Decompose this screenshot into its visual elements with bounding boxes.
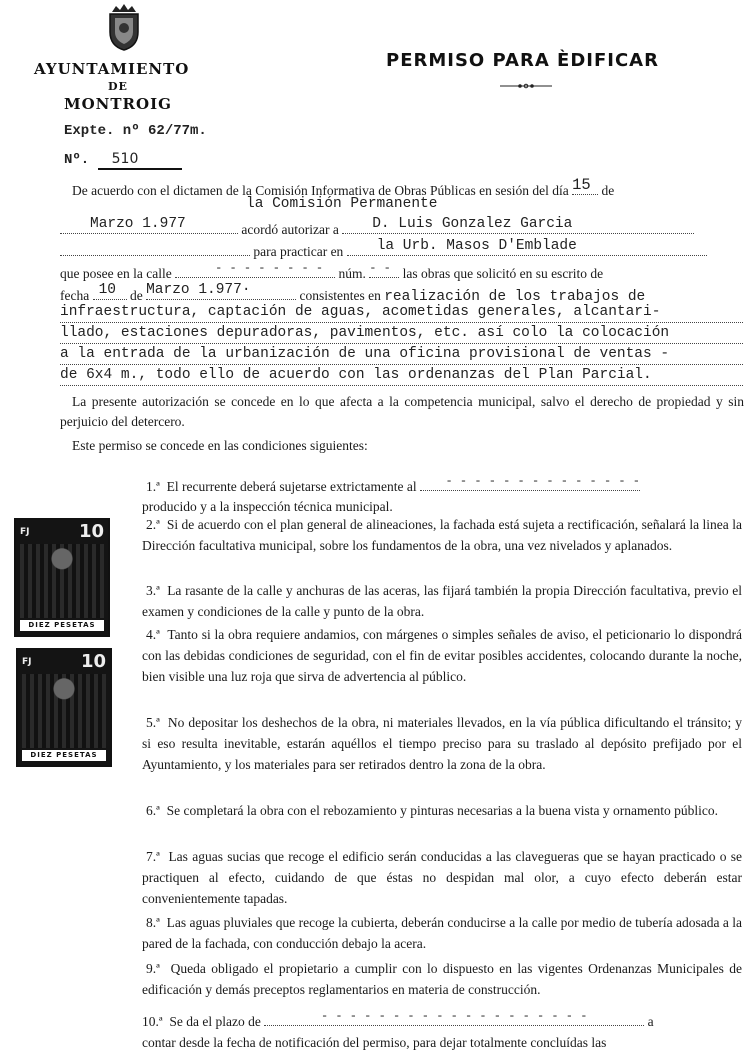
permit-number-value: 510 [98, 150, 182, 170]
location-field [347, 236, 707, 256]
permit-number-label: Nº. [64, 152, 90, 168]
stamp-coat-of-arms-icon [20, 544, 104, 618]
form-text: que posee en la calle [60, 266, 172, 281]
revenue-stamp [14, 518, 110, 637]
form-text: de [601, 183, 615, 198]
form-text: de [129, 288, 143, 303]
permit-number [64, 150, 182, 170]
form-text: núm. [338, 266, 366, 281]
blank-dashes: - - - - - - - - - - - - - - [445, 474, 640, 488]
condition-number: 4.ª [146, 627, 160, 642]
stamp-value: 10 [80, 651, 106, 672]
condition-text: producido y a la inspección técnica municipal. [142, 499, 393, 514]
org-name: AYUNTAMIENTO [34, 60, 190, 78]
stamp-coat-of-arms-icon [22, 674, 106, 748]
blank-dashes: - - - - - - - - - - - - - - - - - - - [320, 1009, 588, 1023]
applicant-name: D. Luis Gonzalez Garcia [372, 216, 573, 232]
condition-8 [142, 912, 742, 954]
session-month-year-field [60, 214, 238, 234]
works-description-line: llado, estaciones depuradoras, pavimentos, etc. así colo la colocación [60, 323, 743, 344]
conditions-intro: Este permiso se concede en las condiciones siguientes: [72, 438, 368, 453]
comision-permanente: la Comisión Permanente [246, 196, 438, 212]
form-text: para practicar en [253, 244, 344, 259]
condition-6 [142, 800, 742, 821]
form-text: las obras que solicitó en su escrito de [402, 266, 604, 281]
condition-text: contar desde la fecha de notificación del permiso, para dejar totalmente concluídas las [142, 1035, 607, 1050]
stamp-label: DIEZ PESETAS [22, 750, 106, 761]
stamp-corner: FJ [22, 657, 32, 667]
condition-number: 8.ª [146, 915, 160, 930]
title-ornament-icon [500, 82, 552, 90]
request-day: 10 [98, 282, 117, 298]
condition-10 [142, 1004, 742, 1053]
condition-text: Tanto si la obra requiere andamios, con márgenes o simples señales de aviso, el peticionario lo dispondrá con las debidas condiciones de seguridad, con el fin de evitar posibles accidentes, colocando durante la noche, bien visible una luz roja que sirva de advertencia al público. [142, 627, 742, 684]
condition-number: 9.ª [146, 961, 160, 976]
authorization-paragraph: La presente autorización se concede en lo que afecta a la competencia municipal, salvo el derecho de propiedad y sin perjuicio del detercero. [60, 394, 744, 429]
stamp-label: DIEZ PESETAS [20, 620, 104, 631]
request-day-field [93, 280, 127, 300]
form-text: De acuerdo con el dictamen de la Comisión Informativa de Obras Públicas en sesión del día [72, 183, 569, 198]
condition-number: 3.ª [146, 583, 160, 598]
location-value: la Urb. Masos D'Emblade [376, 238, 577, 254]
coat-of-arms-icon [104, 2, 144, 52]
street-value: - - - - - - - - [215, 261, 324, 275]
condition-text: El recurrente deberá sujetarse extrictamente al [166, 479, 417, 494]
condition-text: No depositar los deshechos de la obra, ni materiales llevados, en la vía pública dificultando el tránsito; y si eso resulta inevitable, estarán aquéllos el tiempo preciso para su traslado al depósito prefijado por el Ayuntamiento, y los materiales para ser retirados dentro la zona de la obra. [142, 715, 743, 772]
condition-9 [142, 958, 742, 1000]
condition-7 [142, 846, 742, 909]
document-title: PERMISO PARA ÈDIFICAR [386, 50, 659, 71]
street-number-value: - - [369, 261, 391, 275]
blank-field [60, 255, 250, 256]
condition-number: 2.ª [146, 517, 160, 532]
works-description: realización de los trabajos de [384, 289, 646, 305]
condition-number: 1.ª [146, 479, 160, 494]
stamp-value: 10 [78, 521, 104, 542]
works-description-line: a la entrada de la urbanización de una oficina provisional de ventas - [60, 344, 743, 365]
condition-5 [142, 712, 742, 775]
session-day-field [572, 176, 598, 195]
condition-text: Las aguas sucias que recoge el edificio serán conducidas a las clavegueras que se hayan practicado o se practiquen al efecto, cuidando de que éstas no despidan mal olor, a cuyo efecto deberán estar convenientemente tapadas. [142, 849, 742, 906]
revenue-stamp [16, 648, 112, 767]
condition-number: 5.ª [146, 715, 160, 730]
condition-2 [142, 514, 742, 556]
condition-4 [142, 624, 742, 687]
session-month-year: Marzo 1.977 [90, 216, 186, 232]
condition-1-blank [420, 470, 640, 491]
condition-1 [142, 470, 742, 517]
works-description-line: de 6x4 m., todo ello de acuerdo con las ordenanzas del Plan Parcial. [60, 365, 743, 386]
condition-number: 10.ª [142, 1014, 163, 1029]
condition-text: Se da el plazo de [169, 1014, 261, 1029]
condition-text: Queda obligado el propietario a cumplir con lo dispuesto en las vigentes Ordenanzas Municipales de edificación y demás preceptos reglamentarios en materia de construcción. [142, 961, 743, 997]
form-text: consistentes en [299, 288, 381, 303]
expediente-number: Exptе. nº 62/77m. [64, 123, 207, 139]
condition-text: a [647, 1014, 654, 1029]
condition-text: La rasante de la calle y anchuras de las aceras, las fijará también la propia Dirección facultativa, previo el examen y condiciones de la calle y punto de la obra. [142, 583, 743, 619]
applicant-name-field [342, 214, 694, 234]
condition-number: 6.ª [146, 803, 160, 818]
request-month-year-field [146, 280, 296, 300]
condition-text: Se completará la obra con el rebozamiento y pinturas necesarias a la buena vista y ornamento público. [166, 803, 719, 818]
stamp-corner: FJ [20, 527, 30, 537]
org-town: MONTROIG [64, 95, 172, 113]
works-description-block [60, 302, 743, 386]
condition-3 [142, 580, 742, 622]
org-name-de: DE [108, 80, 128, 93]
works-description-line: infraestructura, captación de aguas, acometidas generales, alcantari- [60, 302, 743, 323]
form-text: fecha [60, 288, 90, 303]
session-day: 15 [572, 176, 591, 194]
condition-text: Las aguas pluviales que recoge la cubierta, deberán conducirse a la calle por medio de tubería adosada a la pared de la fachada, con conducción debajo la acera. [142, 915, 743, 951]
request-month-year: Marzo 1.977· [146, 282, 251, 298]
condition-number: 7.ª [146, 849, 160, 864]
street-number-field [369, 258, 399, 278]
street-field [175, 258, 335, 278]
condition-10-blank [264, 1004, 644, 1026]
form-text: acordó autorizar a [241, 222, 339, 237]
condition-text: Si de acuerdo con el plan general de alineaciones, la fachada está sujeta a rectificación, señalará la linea la Dirección facultativa municipal, sobre los fundamentos de la obra, una vez nivelados y aplanados. [142, 517, 743, 553]
